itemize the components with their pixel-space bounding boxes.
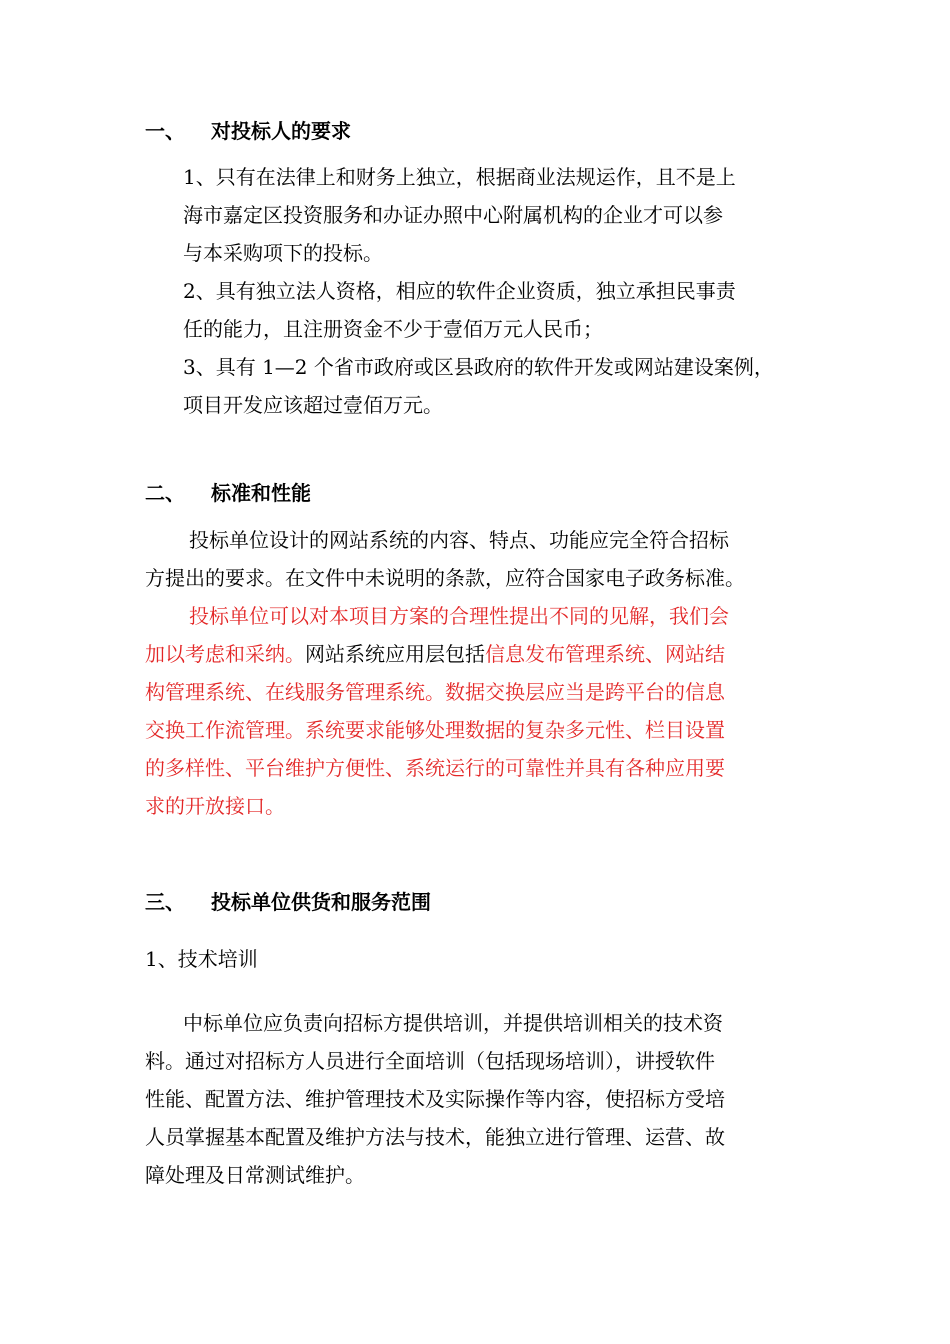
mixed-line bbox=[145, 641, 725, 667]
section-title: 对投标人的要求 bbox=[211, 119, 351, 143]
highlighted-line: 投标单位可以对本项目方案的合理性提出不同的见解，我们会 bbox=[189, 604, 729, 628]
highlighted-line: 的多样性、平台维护方便性、系统运行的可靠性并具有各种应用要 bbox=[145, 756, 725, 780]
paragraph-line: 1、只有在法律上和财务上独立，根据商业法规运作，且不是上 bbox=[183, 165, 736, 189]
section-title: 投标单位供货和服务范围 bbox=[211, 890, 431, 914]
section-title: 标准和性能 bbox=[211, 481, 311, 505]
highlighted-text: 加以考虑和采纳。 bbox=[145, 642, 305, 666]
highlighted-line: 交换工作流管理。系统要求能够处理数据的复杂多元性、栏目设置 bbox=[145, 718, 725, 742]
paragraph-line: 3、具有 1—2 个省市政府或区县政府的软件开发或网站建设案例， bbox=[183, 355, 774, 379]
highlighted-line: 构管理系统、在线服务管理系统。数据交换层应当是跨平台的信息 bbox=[145, 680, 725, 704]
paragraph-line: 中标单位应负责向招标方提供培训，并提供培训相关的技术资 bbox=[183, 1011, 723, 1035]
paragraph-line: 与本采购项下的投标。 bbox=[183, 241, 383, 265]
section-number: 一、 bbox=[145, 119, 185, 143]
paragraph-line: 海市嘉定区投资服务和办证办照中心附属机构的企业才可以参 bbox=[183, 203, 723, 227]
section-number: 二、 bbox=[145, 481, 185, 505]
paragraph-line: 2、具有独立法人资格，相应的软件企业资质，独立承担民事责 bbox=[183, 279, 736, 303]
paragraph-line: 方提出的要求。在文件中未说明的条款，应符合国家电子政务标准。 bbox=[145, 566, 745, 590]
plain-text: 网站系统应用层包括 bbox=[305, 642, 485, 666]
subsection-title: 1、技术培训 bbox=[145, 947, 258, 971]
paragraph-line: 人员掌握基本配置及维护方法与技术，能独立进行管理、运营、故 bbox=[145, 1125, 725, 1149]
section-number: 三、 bbox=[145, 890, 185, 914]
paragraph-line: 投标单位设计的网站系统的内容、特点、功能应完全符合招标 bbox=[189, 528, 729, 552]
paragraph-line: 障处理及日常测试维护。 bbox=[145, 1163, 365, 1187]
paragraph-line: 料。通过对招标方人员进行全面培训（包括现场培训），讲授软件 bbox=[145, 1049, 715, 1073]
highlighted-line: 求的开放接口。 bbox=[145, 794, 285, 818]
paragraph-line: 任的能力，且注册资金不少于壹佰万元人民币； bbox=[183, 317, 603, 341]
paragraph-line: 项目开发应该超过壹佰万元。 bbox=[183, 393, 443, 417]
section-heading bbox=[145, 481, 311, 505]
paragraph-line: 性能、配置方法、维护管理技术及实际操作等内容，使招标方受培 bbox=[145, 1087, 725, 1111]
section-heading bbox=[145, 119, 351, 143]
section-heading bbox=[145, 890, 431, 914]
highlighted-text: 信息发布管理系统、网站结 bbox=[485, 642, 725, 666]
